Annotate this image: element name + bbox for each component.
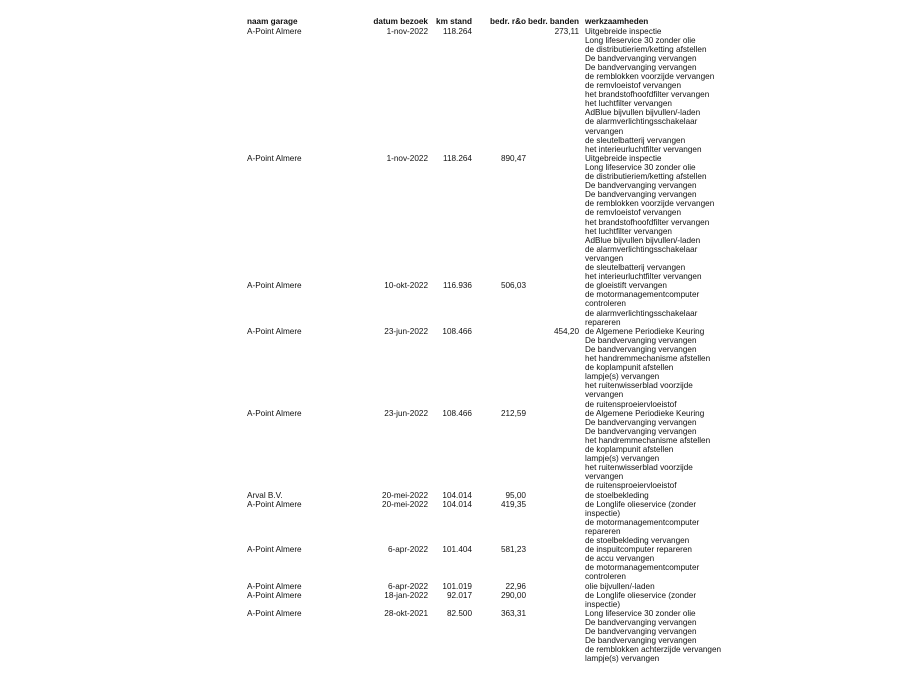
werk-line: de sleutelbatterij vervangen	[585, 135, 686, 145]
cell-bedrag-ro: 506,03	[500, 281, 526, 291]
werk-line: de remblokken voorzijde vervangen	[585, 71, 715, 81]
werk-line: repareren	[585, 526, 621, 536]
cell-datum: 23-jun-2022	[384, 408, 428, 418]
werk-line: Long lifeservice 30 zonder olie	[585, 35, 696, 45]
werk-line: de ruitensproeiervloeistof	[585, 399, 677, 409]
cell-werkzaamheden	[585, 582, 655, 591]
werk-line: repareren	[585, 317, 621, 327]
werk-line: De bandvervanging vervangen	[585, 617, 697, 627]
werk-line: De bandvervanging vervangen	[585, 627, 697, 637]
werk-line: de remvloeistof vervangen	[585, 208, 682, 218]
werk-line: het brandstofhoofdfilter vervangen	[585, 217, 710, 227]
cell-datum: 10-okt-2022	[384, 281, 428, 291]
werk-line: de koplampunit afstellen	[585, 363, 674, 373]
werk-line: controleren	[585, 299, 626, 309]
werk-line: de Algemene Periodieke Keuring	[585, 408, 705, 418]
werk-line: de koplampunit afstellen	[585, 445, 674, 455]
werk-line: de gloeistift vervangen	[585, 281, 667, 291]
cell-bedrag-ro: 22,96	[505, 581, 526, 591]
werk-line: vervangen	[585, 390, 624, 400]
werk-line: de alarmverlichtingsschakelaar	[585, 117, 698, 127]
cell-garage: A-Point Almere	[247, 26, 302, 36]
cell-km: 118.264	[443, 153, 472, 163]
cell-garage: A-Point Almere	[247, 590, 302, 600]
werk-line: inspectie)	[585, 508, 621, 518]
werk-line: het ruitenwisserblad voorzijde	[585, 463, 693, 473]
werk-line: olie bijvullen/-laden	[585, 581, 655, 591]
cell-km: 108.466	[442, 326, 472, 336]
cell-bedrag-ro: 419,35	[500, 499, 526, 509]
cell-km: 104.014	[442, 490, 472, 500]
cell-garage: A-Point Almere	[247, 281, 302, 291]
cell-werkzaamheden	[585, 500, 699, 545]
werk-line: het handremmechanisme afstellen	[585, 354, 711, 364]
cell-werkzaamheden	[585, 545, 699, 581]
header-datum: datum bezoek	[373, 17, 428, 26]
header-werkzaamheden: werkzaamheden	[585, 17, 649, 26]
werk-line: de alarmverlichtingsschakelaar	[585, 244, 698, 254]
werk-line: de Longlife olieservice (zonder	[585, 590, 697, 600]
cell-datum: 20-mei-2022	[382, 490, 428, 500]
werk-line: controleren	[585, 572, 626, 582]
cell-bedrag-banden: 454,20	[553, 326, 579, 336]
cell-bedrag-ro: 95,00	[505, 490, 526, 500]
cell-km: 101.404	[442, 545, 472, 555]
cell-werkzaamheden	[585, 281, 699, 326]
werk-line: de remblokken achterzijde vervangen	[585, 645, 722, 655]
werk-line: de stoelbekleding	[585, 490, 649, 500]
werk-line: het brandstofhoofdfilter vervangen	[585, 90, 710, 100]
werk-line: de remvloeistof vervangen	[585, 81, 682, 91]
cell-werkzaamheden	[585, 154, 714, 281]
cell-bedrag-ro: 212,59	[500, 408, 526, 418]
werk-line: lampje(s) vervangen	[585, 454, 660, 464]
cell-km: 116.936	[443, 281, 472, 291]
cell-bedrag-ro: 581,23	[500, 545, 526, 555]
cell-bedrag-ro: 890,47	[500, 153, 526, 163]
werk-line: De bandvervanging vervangen	[585, 62, 697, 72]
werk-line: lampje(s) vervangen	[585, 372, 660, 382]
werk-line: het interieurluchtfilter vervangen	[585, 144, 702, 154]
cell-km: 82.500	[446, 608, 472, 618]
werk-line: Long lifeservice 30 zonder olie	[585, 608, 696, 618]
cell-datum: 6-apr-2022	[387, 545, 428, 555]
werk-line: het luchtfilter vervangen	[585, 226, 672, 236]
werk-line: de motormanagementcomputer	[585, 563, 700, 573]
cell-bedrag-ro: 290,00	[500, 590, 526, 600]
werk-line: de ruitensproeiervloeistof	[585, 481, 677, 491]
cell-garage: A-Point Almere	[247, 608, 302, 618]
werk-line: De bandvervanging vervangen	[585, 344, 697, 354]
werk-line: De bandvervanging vervangen	[585, 335, 697, 345]
werk-line: de motormanagementcomputer	[585, 290, 700, 300]
werk-line: De bandvervanging vervangen	[585, 426, 697, 436]
cell-bedrag-ro: 363,31	[500, 608, 526, 618]
cell-km: 104.014	[442, 499, 472, 509]
werk-line: De bandvervanging vervangen	[585, 53, 697, 63]
cell-werkzaamheden	[585, 27, 714, 154]
cell-bedrag-banden: 273,11	[554, 26, 579, 36]
werk-line: de inspuitcomputer repareren	[585, 545, 692, 555]
werk-line: de Algemene Periodieke Keuring	[585, 326, 705, 336]
werk-line: de accu vervangen	[585, 554, 655, 564]
werk-line: Long lifeservice 30 zonder olie	[585, 162, 696, 172]
header-banden: bedr. banden	[528, 17, 579, 26]
werk-line: AdBlue bijvullen bijvullen/-laden	[585, 108, 701, 118]
werk-line: de stoelbekleding vervangen	[585, 536, 690, 546]
werk-line: de distributieriem/ketting afstellen	[585, 44, 707, 54]
cell-datum: 23-jun-2022	[384, 326, 428, 336]
cell-garage: A-Point Almere	[247, 153, 302, 163]
cell-garage: A-Point Almere	[247, 545, 302, 555]
werk-line: de Longlife olieservice (zonder	[585, 499, 697, 509]
cell-datum: 1-nov-2022	[386, 26, 428, 36]
cell-km: 92.017	[446, 590, 472, 600]
cell-werkzaamheden	[585, 327, 710, 409]
werk-line: inspectie)	[585, 599, 621, 609]
cell-datum: 1-nov-2022	[386, 153, 428, 163]
werk-line: De bandvervanging vervangen	[585, 636, 697, 646]
werk-line: de remblokken voorzijde vervangen	[585, 199, 715, 209]
cell-garage: Arval B.V.	[247, 490, 283, 500]
cell-werkzaamheden	[585, 591, 696, 609]
cell-km: 118.264	[443, 26, 472, 36]
werk-line: de sleutelbatterij vervangen	[585, 263, 686, 273]
werk-line: vervangen	[585, 126, 624, 136]
cell-datum: 6-apr-2022	[387, 581, 428, 591]
cell-km: 108.466	[442, 408, 472, 418]
werk-line: vervangen	[585, 253, 624, 263]
werk-line: vervangen	[585, 472, 624, 482]
cell-garage: A-Point Almere	[247, 581, 302, 591]
cell-datum: 28-okt-2021	[384, 608, 428, 618]
cell-garage: A-Point Almere	[247, 499, 302, 509]
header-km: km stand	[436, 17, 472, 26]
header-garage: naam garage	[247, 17, 298, 26]
werk-line: Uitgebreide inspectie	[585, 153, 662, 163]
cell-datum: 20-mei-2022	[382, 499, 428, 509]
werk-line: AdBlue bijvullen bijvullen/-laden	[585, 235, 701, 245]
cell-garage: A-Point Almere	[247, 326, 302, 336]
cell-km: 101.019	[442, 581, 472, 591]
werk-line: het ruitenwisserblad voorzijde	[585, 381, 693, 391]
cell-datum: 18-jan-2022	[384, 590, 428, 600]
werk-line: de motormanagementcomputer	[585, 517, 700, 527]
werk-line: het interieurluchtfilter vervangen	[585, 272, 702, 282]
werk-line: Uitgebreide inspectie	[585, 26, 662, 36]
cell-werkzaamheden	[585, 409, 710, 491]
werk-line: De bandvervanging vervangen	[585, 190, 697, 200]
werk-line: het luchtfilter vervangen	[585, 99, 672, 109]
werk-line: De bandvervanging vervangen	[585, 181, 697, 191]
header-ro: bedr. r&o	[490, 17, 526, 26]
werk-line: De bandvervanging vervangen	[585, 417, 697, 427]
werk-line: de distributieriem/ketting afstellen	[585, 172, 707, 182]
cell-werkzaamheden	[585, 609, 721, 664]
cell-werkzaamheden	[585, 491, 649, 500]
cell-garage: A-Point Almere	[247, 408, 302, 418]
werk-line: lampje(s) vervangen	[585, 654, 660, 664]
werk-line: het handremmechanisme afstellen	[585, 435, 711, 445]
werk-line: de alarmverlichtingsschakelaar	[585, 308, 698, 318]
